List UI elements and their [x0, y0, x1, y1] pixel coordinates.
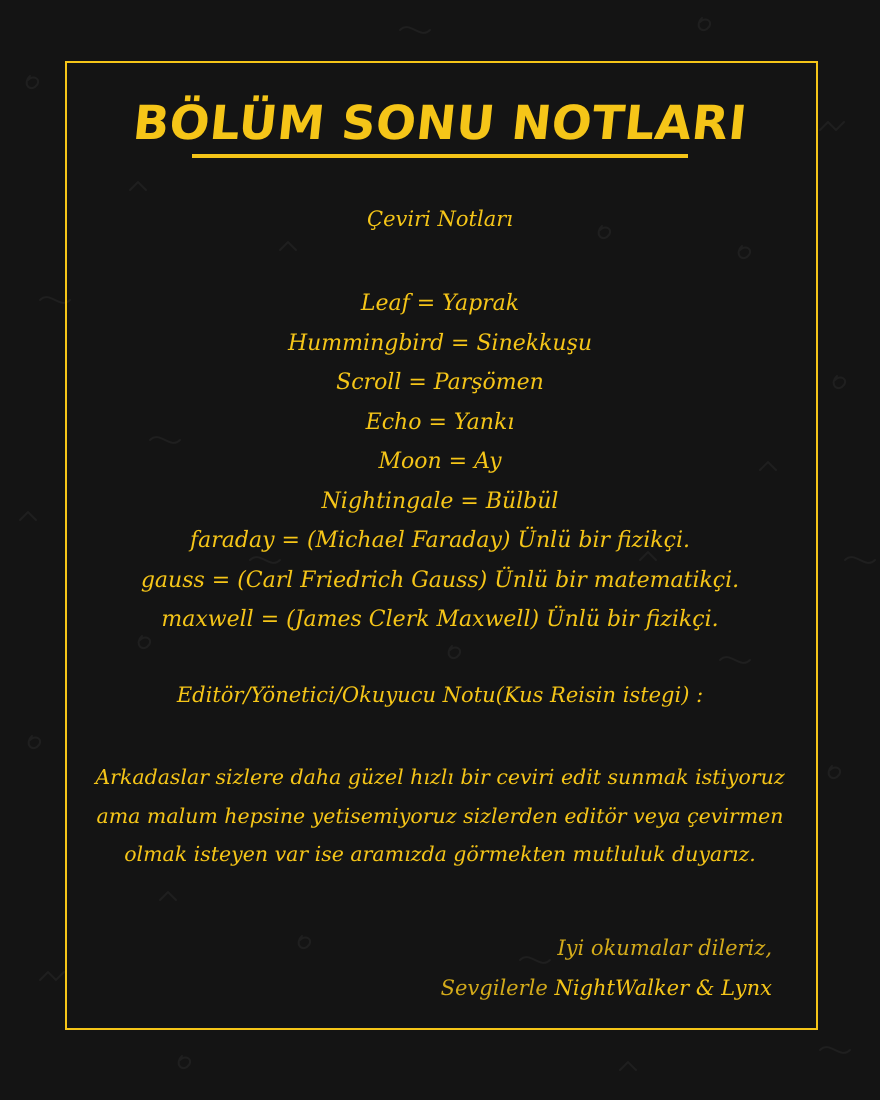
page-title: BÖLÜM SONU NOTLARI [130, 96, 750, 151]
editor-note-paragraph [85, 758, 795, 874]
glossary-item: Hummingbird = Sinekkuşu [287, 330, 593, 356]
glossary-item: Nightingale = Bülbül [321, 488, 559, 514]
sign-off-prefix: Sevgilerle [440, 976, 555, 1000]
sign-off-greeting: Iyi okumalar dileriz, [557, 936, 772, 960]
editor-note-heading: Editör/Yönetici/Okuyucu Notu(Kus Reisin istegi) : [176, 683, 704, 707]
paragraph-line: Arkadaslar sizlere daha güzel hızlı bir ceviri edit sunmak istiyoruz [95, 765, 785, 789]
paragraph-line: olmak isteyen var ise aramızda görmekten mutluluk duyarız. [124, 842, 756, 866]
translation-notes-heading: Çeviri Notları [367, 207, 513, 231]
paragraph-line: ama malum hepsine yetisemiyoruz sizlerden editör veya çevirmen [96, 803, 784, 828]
glossary-item: Moon = Ay [378, 449, 502, 474]
title-underline [192, 154, 688, 158]
glossary-item: faraday = (Michael Faraday) Ünlü bir fizikçi. [190, 528, 690, 553]
glossary-item: maxwell = (James Clerk Maxwell) Ünlü bir fizikçi. [161, 607, 719, 632]
glossary-item: Leaf = Yaprak [360, 291, 520, 316]
glossary-item: Scroll = Parşömen [336, 370, 544, 395]
sign-off-signature [272, 968, 772, 1008]
glossary-item: Echo = Yankı [365, 409, 515, 435]
translation-glossary [80, 284, 800, 640]
glossary-item: gauss = (Carl Friedrich Gauss) Ünlü bir matematikçi. [140, 567, 740, 593]
team-names: NightWalker & Lynx [554, 976, 772, 1000]
